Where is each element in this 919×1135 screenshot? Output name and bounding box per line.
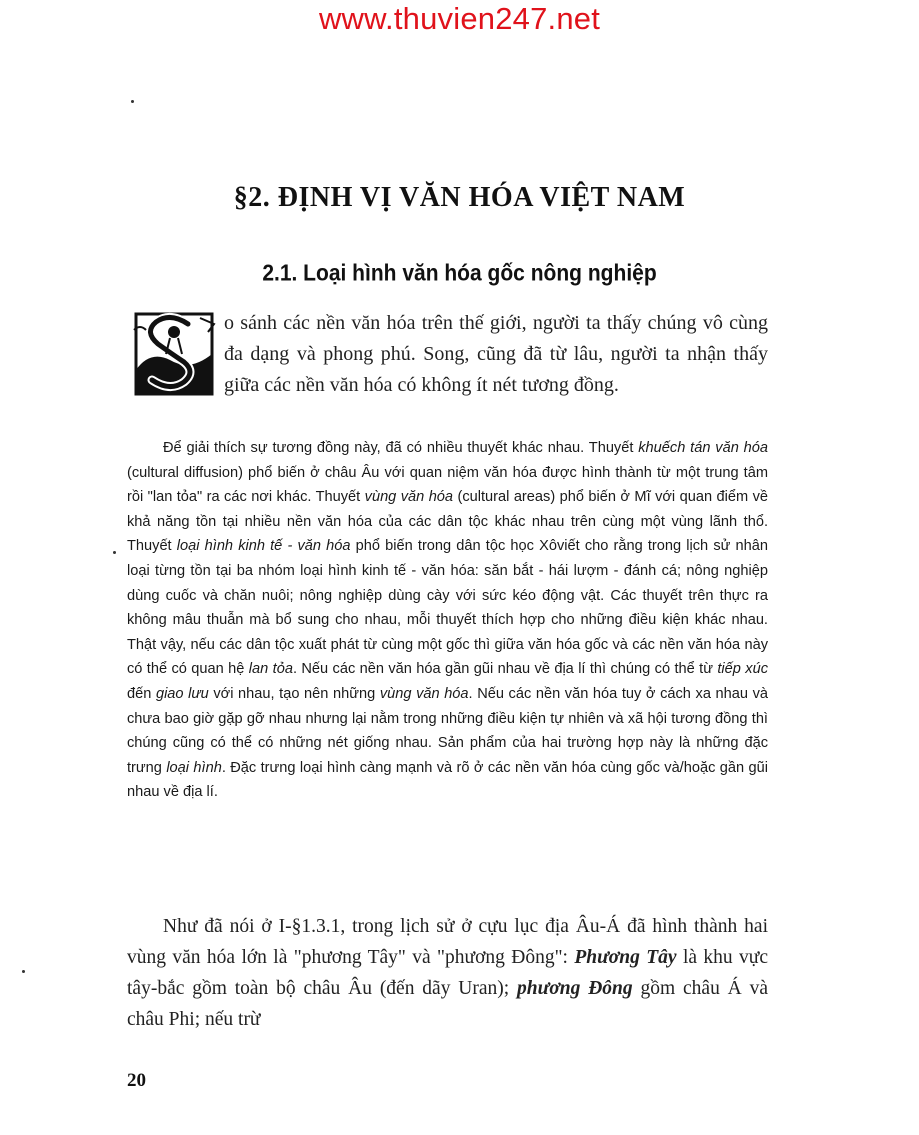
text-run: là khu vực tây-bắc gồm toàn bộ châu Âu (đến dãy Uran);: [127, 947, 768, 999]
page-number: 20: [127, 1070, 146, 1091]
section-title: 2.1. Loại hình văn hóa gốc nông nghiệp: [262, 260, 657, 287]
east-west-paragraph: [127, 911, 768, 1035]
term-cultural-areas: vùng văn hóa: [364, 489, 454, 506]
text-run: Như đã nói ở I-§1.3.1, trong lịch sử ở cựu lục địa Âu-Á đã hình thành hai vùng văn hóa lớn là "phương Tây" và "phương Đông":: [127, 916, 768, 968]
text-run: gồm châu Á và châu Phi; nếu trừ: [127, 978, 768, 1030]
scan-speck: [22, 970, 25, 973]
text-run: phổ biến trong dân tộc học Xôviết cho rằng trong lịch sử nhân loại từng tồn tại ba nhóm loại hình kinh tế - văn hóa: săn bắt - hái lượm - đánh cá; nông nghiệp dùng cuốc và chăn nuôi; nông nghiệp dùng cày với sức kéo động vật. Các thuyết trên thực ra không mâu thuẫn mà bổ sung cho nhau, mỗi thuyết thích hợp cho những điều kiện khác nhau. Thật vậy, nếu các dân tộc xuất phát từ cùng một gốc thì giữa văn hóa gốc và các nền văn hóa này có thể có quan hệ: [127, 538, 769, 678]
chapter-title: §2. ĐỊNH VỊ VĂN HÓA VIỆT NAM: [233, 182, 686, 213]
term-cultural-diffusion: khuếch tán văn hóa: [638, 440, 768, 456]
text-run: (cultural diffusion) phổ biến ở châu Âu với quan niệm văn hóa được hình thành từ một trung tâm rồi "lan tỏa" ra các nơi khác. Thuyết: [127, 464, 768, 506]
term-east: phương Đông: [517, 978, 633, 999]
ornamental-dropcap-icon: [130, 310, 220, 398]
intro-text: o sánh các nền văn hóa trên thế giới, người ta thấy chúng vô cùng đa dạng và phong phú. Song, cũng đã từ lâu, người ta nhận thấy giữa các nền văn hóa có không ít nét tương đồng.: [224, 312, 768, 396]
term-exchange: giao lưu: [155, 685, 209, 702]
scan-speck: [113, 551, 116, 554]
term-economic-cultural-type: loại hình kinh tế - văn hóa: [176, 538, 351, 555]
term-typology: loại hình: [166, 759, 222, 776]
theory-paragraph: [127, 436, 768, 805]
text-run: Để giải thích sự tương đồng này, đã có nhiều thuyết khác nhau. Thuyết: [163, 440, 639, 456]
text-run: . Đặc trưng loại hình càng mạnh và rõ ở các nền văn hóa cùng gốc và/hoặc gần gũi nhau về địa lí.: [127, 759, 768, 801]
term-west: Phương Tây: [574, 947, 677, 968]
term-diffusion: lan tỏa: [248, 661, 293, 678]
text-run: . Nếu các nền văn hóa tuy ở cách xa nhau và chưa bao giờ gặp gỡ nhau nhưng lại nằm trong những điều kiện tự nhiên và xã hội tương đồng thì chúng cũng có thể có những nét giống nhau. Sản phẩm của hai trường hợp này là những đặc trưng: [127, 685, 769, 776]
text-run: với nhau, tạo nên những: [208, 685, 380, 702]
text-run: (cultural areas) phổ biến ở Mĩ với quan điểm về khả năng tồn tại nhiều nền văn hóa của các dân tộc khác nhau trên cùng một vùng lãnh thổ. Thuyết: [127, 489, 768, 555]
term-contact: tiếp xúc: [717, 661, 768, 678]
text-run: . Nếu các nền văn hóa gần gũi nhau về địa lí thì chúng có thể từ: [292, 661, 718, 678]
dropcap-s-icon: [130, 310, 224, 400]
intro-paragraph: [130, 308, 768, 401]
scan-speck: [131, 100, 134, 103]
text-run: đến: [127, 685, 156, 702]
watermark-url[interactable]: www.thuvien247.net: [318, 1, 601, 36]
term-cultural-region: vùng văn hóa: [379, 685, 469, 702]
